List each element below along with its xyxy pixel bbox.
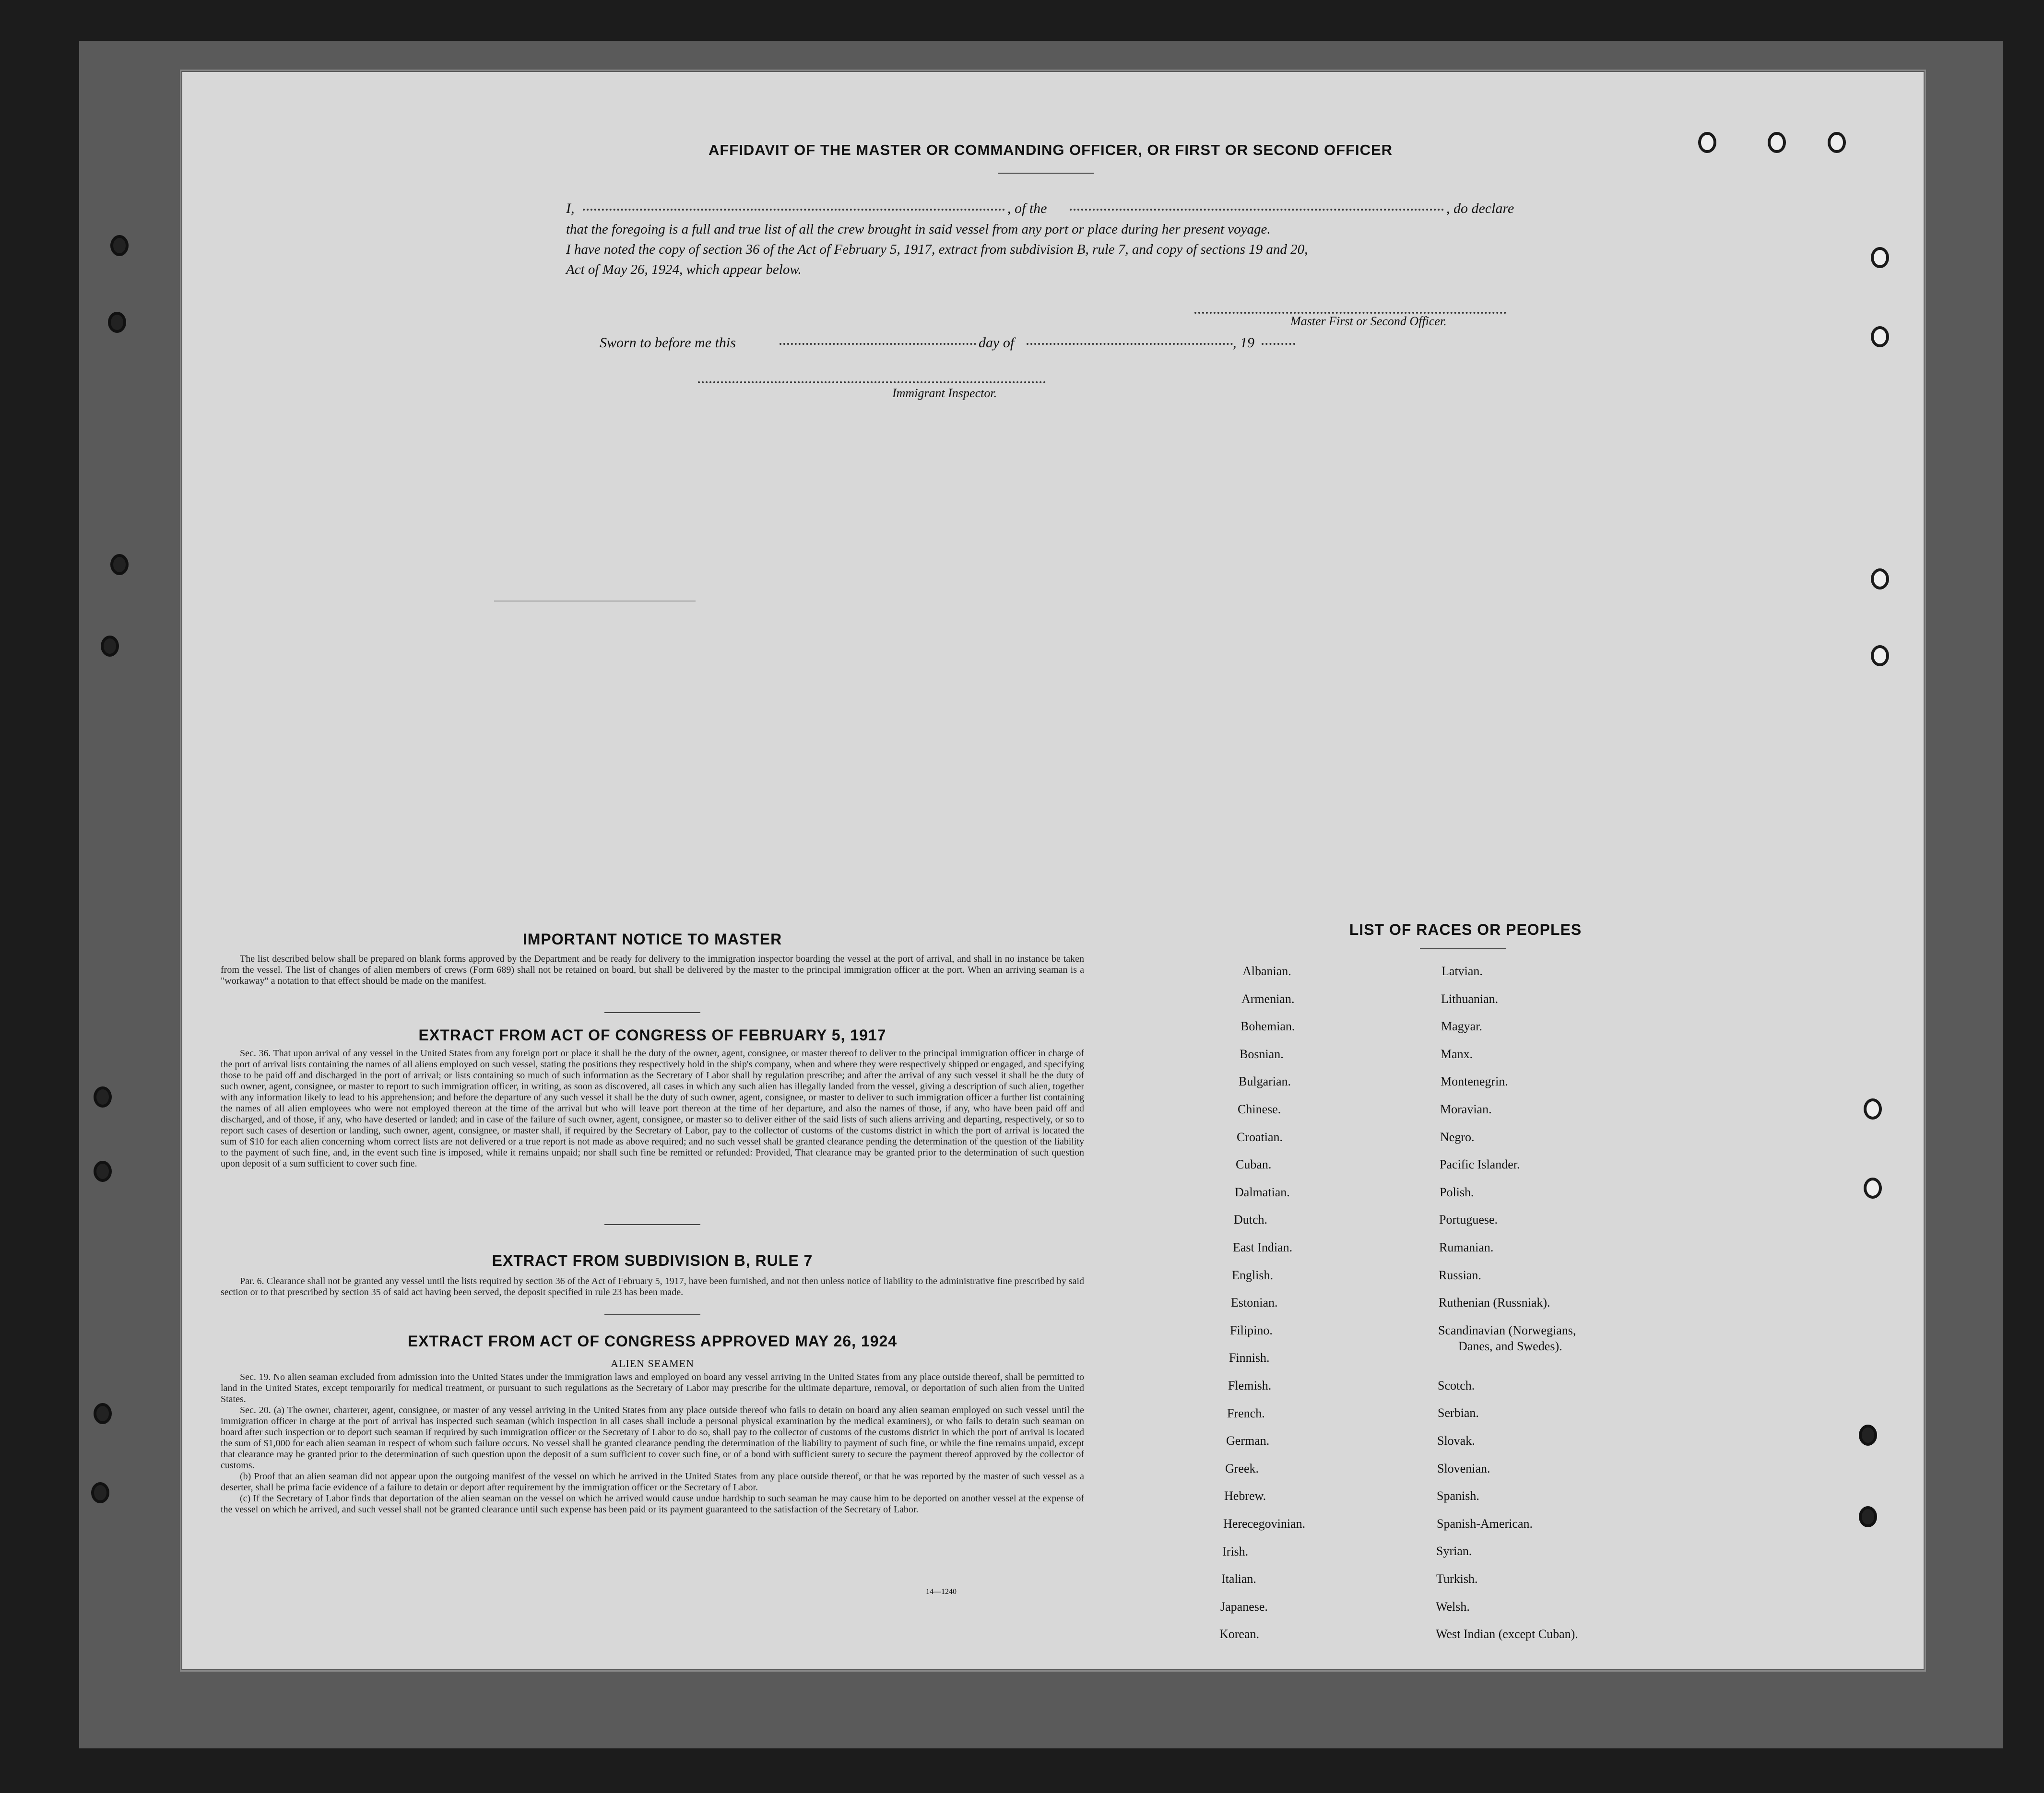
race-left-item: Herecegovinian. <box>1223 1517 1306 1531</box>
punch-hole <box>110 235 129 256</box>
race-left-item: Armenian. <box>1241 991 1295 1006</box>
race-left-item: Chinese. <box>1238 1102 1281 1116</box>
race-right-item: Danes, and Swedes). <box>1458 1339 1562 1353</box>
inspector-signature-line <box>698 381 1046 383</box>
race-left-item: Hebrew. <box>1224 1489 1266 1503</box>
punch-hole <box>1864 1098 1882 1120</box>
punch-hole <box>108 312 126 333</box>
race-right-item: Scandinavian (Norwegians, <box>1438 1323 1576 1337</box>
races-title: LIST OF RACES OR PEOPLES <box>1349 921 1582 938</box>
race-right-item: Manx. <box>1441 1047 1473 1061</box>
race-left-item: Croatian. <box>1237 1130 1283 1144</box>
day-of-label: day of <box>979 335 1015 351</box>
race-right-item: Montenegrin. <box>1441 1074 1508 1089</box>
sec-19-paragraph: Sec. 19. No alien seaman excluded from admission into the United States under the immigration laws and employed on board any vessel arriving in the United States from any place outside thereof, shall be permitted to land in the United States, except temporarily for medical treatment, or pursuant to such regulations as the Secretary of Labor may prescribe for the ultimate departure, removal, or deportation of such alien from the United States. <box>221 1372 1084 1404</box>
punch-hole <box>1871 326 1889 347</box>
notice-paragraph: The list described below shall be prepared on blank forms approved by the Department and be ready for delivery to the immigration inspector boarding the vessel at the port of arrival, and shall in no instance be taken from the vessel. The list of changes of alien members of crews (Form 689) shall not be retained on board, but shall be delivered by the master to the principal immigration officer at the port. When an arriving seaman is a "workaway" a notation to that effect should be made on the manifest. <box>221 954 1084 986</box>
extract-1917-text <box>221 1048 1084 1169</box>
punch-hole <box>1871 568 1889 590</box>
race-left-item: Flemish. <box>1228 1379 1272 1392</box>
race-left-item: Bulgarian. <box>1239 1074 1291 1089</box>
race-left-item: Bosnian. <box>1240 1047 1284 1061</box>
race-left-item: Finnish. <box>1229 1351 1270 1365</box>
punch-hole <box>91 1482 109 1503</box>
year-blank <box>1262 343 1295 345</box>
rule7-text <box>221 1276 1084 1298</box>
race-right-item: Syrian. <box>1436 1544 1472 1558</box>
extract-1917-title: EXTRACT FROM ACT OF CONGRESS OF FEBRUARY 5, 1917 <box>418 1026 886 1044</box>
master-label: Master First or Second Officer. <box>1290 314 1447 328</box>
race-right-item: Slovenian. <box>1437 1461 1490 1475</box>
race-left-item: Dutch. <box>1234 1213 1268 1227</box>
notice-text <box>221 954 1084 987</box>
affidavit-of-the: , of the <box>1007 201 1047 216</box>
race-right-item: Slovak. <box>1437 1434 1475 1448</box>
vessel-blank <box>1070 209 1444 211</box>
affidavit-i-label: I, <box>566 201 575 216</box>
divider <box>998 173 1094 174</box>
extract-1924-title: EXTRACT FROM ACT OF CONGRESS APPROVED MAY 26, 1924 <box>407 1333 898 1350</box>
race-left-item: French. <box>1227 1406 1265 1420</box>
divider <box>604 1012 700 1013</box>
punch-hole <box>1859 1506 1877 1527</box>
punch-hole <box>1828 132 1846 153</box>
punch-hole <box>110 554 129 575</box>
race-left-item: Bohemian. <box>1241 1019 1295 1034</box>
extract-1924-text <box>221 1372 1084 1515</box>
race-right-item: West Indian (except Cuban). <box>1436 1627 1578 1641</box>
punch-hole <box>1698 132 1716 153</box>
sec-36-paragraph: Sec. 36. That upon arrival of any vessel in the United States from any foreign port or place it shall be the duty of the owner, agent, consignee, or master thereof to deliver to the principal immigration officer in charge of the port of arrival lists containing the names of all aliens employed on such vessel, stating the positions they respectively hold in the ship's company, when and where they were respectively shipped or engaged, and specifying those to be paid off and discharged in the port of arrival; or lists containing so much of such information as the Secretary of Labor shall by regulation prescribe; and after the arrival of any such vessel it shall be the duty of such owner, agent, consignee, or master to report to such immigration officer, in writing, as soon as discovered, all cases in which any such alien has illegally landed from the vessel, giving a description of such alien, together with any information likely to lead to his apprehension; and before the departure of any such vessel it shall be the duty of such owner, agent, consignee, or master to deliver to such immigration officer a further list containing the names of all alien employees who were not employed thereon at the time of the arrival but who will leave port thereon at the time of her departure, and also the names of those, if any, who have been paid off and discharged, and of those, if any, who have deserted or landed; and in case of the failure of such owner, agent, consignee, or master so to deliver either of the said lists of such aliens arriving and departing, respectively, or so to report such cases of desertion or landing, such owner, agent, consignee, or master shall, if required by the Secretary of Labor, pay to the collector of customs of the customs district in which the port of arrival is located the sum of $10 for each alien concerning whom correct lists are not delivered or a true report is not made as above required; and no such vessel shall be granted clearance pending the determination of the question of the liability to the payment of such fine, and, in the event such fine is imposed, while it remains unpaid; nor shall such fine be remitted or refunded: Provided, That clearance may be granted prior to the determination of such question upon deposit of a sum sufficient to cover such fine. <box>221 1048 1084 1169</box>
sec-20c-paragraph: (c) If the Secretary of Labor finds that deportation of the alien seaman on the vessel on which he arrived would cause undue hardship to such seaman he may cause him to be deported on another vessel at the expense of the vessel on which he arrived, and such vessel shall not be granted clearance until such expense has been paid or its payment guaranteed to the satisfaction of the Secretary of Labor. <box>221 1493 1084 1515</box>
sworn-month-blank <box>1027 343 1233 345</box>
sec-20a-paragraph: Sec. 20. (a) The owner, charterer, agent, consignee, or master of any vessel arriving in the United States from any place outside thereof who fails to detain on board any alien seaman employed on such vessel until the immigration officer in charge at the port of arrival has inspected such seaman (which inspection in all cases shall include a personal physical examination by the medical examiners), or who fails to detain such seaman on board after such inspection or to deport such seaman if required by such immigration officer or the Secretary of Labor to do so, shall pay to the collector of customs of the customs district in which the port of arrival is located the sum of $1,000 for each alien seaman in respect of whom such failure occurs. No vessel shall be granted clearance pending the determination of the liability to payment of such fine, or while the fine remains unpaid, except that clearance may be granted prior to the determination of such question upon the deposit of a sum sufficient to cover such fine, or of a bond with sufficient surety to secure the payment thereof approved by the collector of customs. <box>221 1405 1084 1471</box>
divider <box>604 1314 700 1315</box>
punch-hole <box>1768 132 1786 153</box>
race-left-item: Korean. <box>1219 1627 1260 1641</box>
sworn-label: Sworn to before me this <box>600 335 736 351</box>
punch-hole <box>1871 645 1889 666</box>
race-left-item: Dalmatian. <box>1235 1185 1290 1199</box>
race-left-item: Albanian. <box>1242 964 1291 978</box>
alien-seamen-subtitle: ALIEN SEAMEN <box>611 1357 694 1369</box>
affidavit-line3: I have noted the copy of section 36 of the Act of February 5, 1917, extract from subdivision B, rule 7, and copy of sections 19 and 20, <box>566 242 1308 257</box>
race-right-item: Welsh. <box>1436 1599 1470 1614</box>
race-right-item: Moravian. <box>1440 1102 1492 1116</box>
race-left-item: Greek. <box>1225 1461 1259 1475</box>
race-right-item: Negro. <box>1440 1130 1475 1144</box>
punch-hole <box>94 1086 112 1108</box>
race-right-item: Serbian. <box>1438 1406 1479 1420</box>
punch-hole <box>1871 247 1889 268</box>
punch-hole <box>101 636 119 657</box>
race-right-item: Pacific Islander. <box>1440 1157 1520 1172</box>
sworn-day-blank <box>780 343 976 345</box>
document-sheet <box>182 72 1924 1669</box>
punch-hole <box>1859 1425 1877 1446</box>
race-right-item: Scotch. <box>1438 1378 1475 1392</box>
rule7-title: EXTRACT FROM SUBDIVISION B, RULE 7 <box>492 1252 813 1269</box>
punch-hole <box>94 1403 112 1424</box>
inspector-label: Immigrant Inspector. <box>892 386 997 400</box>
race-left-item: East Indian. <box>1233 1240 1293 1254</box>
race-left-item: English. <box>1232 1268 1273 1282</box>
race-left-item: Japanese. <box>1220 1599 1268 1614</box>
affidavit-do-declare: , do declare <box>1446 201 1514 216</box>
name-blank <box>583 209 1005 211</box>
punch-hole <box>1864 1178 1882 1199</box>
race-right-item: Turkish. <box>1436 1572 1478 1586</box>
sec-20b-paragraph: (b) Proof that an alien seaman did not appear upon the outgoing manifest of the vessel on which he arrived in the United States from any place outside thereof, or that he was reported by the master of such vessel as a deserter, shall be prima facie evidence of a failure to detain or deport after requirement by the immigration officer or the Secretary of Labor. <box>221 1471 1084 1493</box>
affidavit-line2: that the foregoing is a full and true list of all the crew brought in said vessel from any port or place during her present voyage. <box>566 222 1271 237</box>
race-right-item: Portuguese. <box>1439 1213 1498 1227</box>
race-left-item: Filipino. <box>1230 1323 1273 1337</box>
punch-hole <box>94 1161 112 1182</box>
affidavit-title: AFFIDAVIT OF THE MASTER OR COMMANDING OFFICER, OR FIRST OR SECOND OFFICER <box>708 142 1393 158</box>
affidavit-line4: Act of May 26, 1924, which appear below. <box>566 262 802 277</box>
race-left-item: Italian. <box>1221 1572 1256 1586</box>
race-right-item: Spanish-American. <box>1437 1516 1533 1531</box>
race-right-item: Latvian. <box>1441 964 1483 978</box>
race-right-item: Ruthenian (Russniak). <box>1439 1296 1550 1310</box>
race-left-item: Cuban. <box>1236 1157 1272 1172</box>
divider <box>1420 948 1506 949</box>
race-right-item: Russian. <box>1439 1268 1481 1282</box>
race-right-item: Lithuanian. <box>1441 991 1499 1006</box>
race-right-item: Rumanian. <box>1439 1240 1494 1254</box>
race-right-item: Spanish. <box>1437 1489 1479 1503</box>
race-left-item: Estonian. <box>1231 1296 1278 1310</box>
race-right-item: Magyar. <box>1441 1019 1482 1034</box>
race-left-item: Irish. <box>1222 1544 1249 1558</box>
year-prefix: , 19 <box>1233 335 1254 351</box>
form-number: 14—1240 <box>926 1588 957 1596</box>
notice-title: IMPORTANT NOTICE TO MASTER <box>522 931 782 948</box>
race-left-item: German. <box>1226 1434 1270 1448</box>
par-6-paragraph: Par. 6. Clearance shall not be granted any vessel until the lists required by section 36 of the Act of February 5, 1917, have been furnished, and not then unless notice of liability to the administrative fine prescribed by said section or to that prescribed by section 35 of said act having been served, the deposit specified in rule 23 has been made. <box>221 1276 1084 1298</box>
divider <box>604 1224 700 1225</box>
race-right-item: Polish. <box>1440 1185 1474 1199</box>
master-signature-line <box>1194 312 1506 314</box>
faint-rule <box>494 601 696 602</box>
